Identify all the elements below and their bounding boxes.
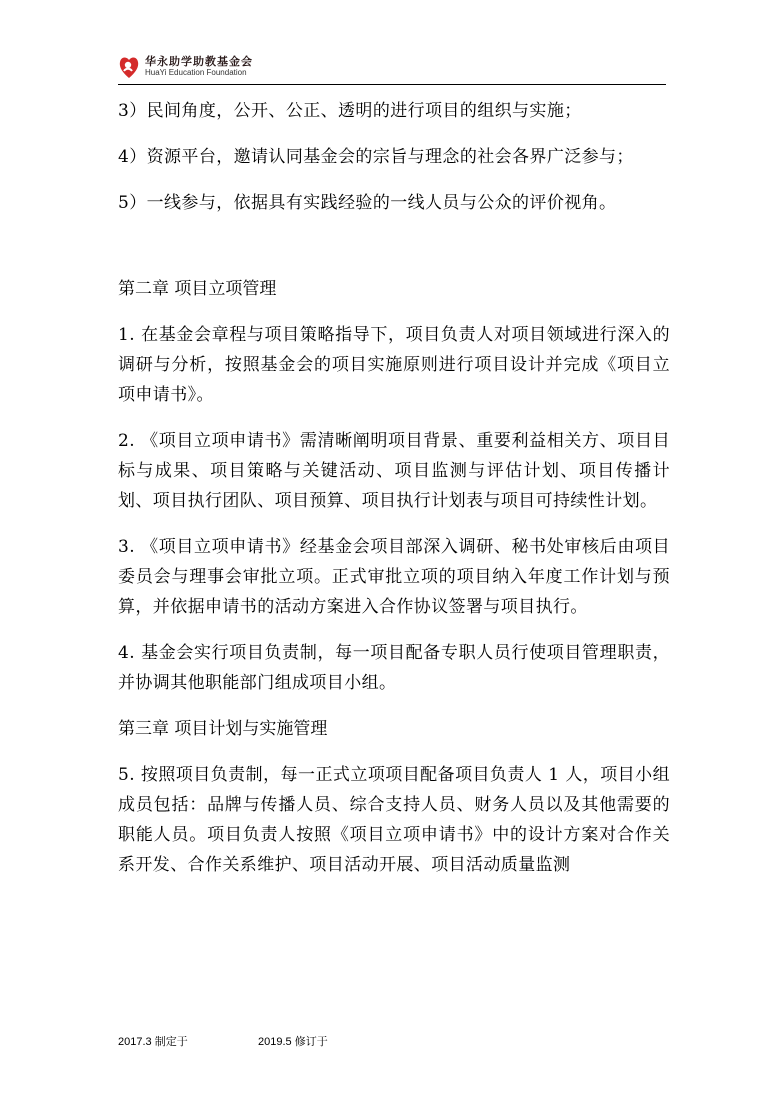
article-5: 5. 按照项目负责制，每一正式立项项目配备项目负责人 1 人，项目小组成员包括：品牌与传播人员、综合支持人员、财务人员以及其他需要的职能人员。项目负责人按照《项目立项申请书》中的设计方案对合作关系开发、合作关系维护、项目活动开展、项目活动质量监测 — [118, 765, 670, 875]
principle-4: 4）资源平台，邀请认同基金会的宗旨与理念的社会各界广泛参与； — [118, 147, 634, 167]
chapter-3-heading: 第三章 项目计划与实施管理 — [118, 719, 328, 739]
article-3: 3. 《项目立项申请书》经基金会项目部深入调研、秘书处审核后由项目委员会与理事会审批立项。正式审批立项的项目纳入年度工作计划与预算，并依据申请书的活动方案进入合作协议签署与项目执行。 — [118, 537, 670, 617]
chapter-2-heading: 第二章 项目立项管理 — [118, 279, 277, 299]
principle-5: 5）一线参与，依据具有实践经验的一线人员与公众的评价视角。 — [118, 193, 617, 213]
footer-created-date: 2017.3 制定于 — [118, 1036, 188, 1048]
heart-hand-icon — [118, 54, 140, 80]
org-name-cn: 华永助学助教基金会 — [145, 55, 253, 68]
document-body — [118, 96, 670, 880]
org-name-en: HuaYi Education Foundation — [145, 68, 247, 77]
article-2: 2. 《项目立项申请书》需清晰阐明项目背景、重要利益相关方、项目目标与成果、项目策略与关键活动、项目监测与评估计划、项目传播计划、项目执行团队、项目预算、项目执行计划表与项目可持续性计划。 — [118, 431, 670, 511]
article-4: 4. 基金会实行项目负责制，每一项目配备专职人员行使项目管理职责，并协调其他职能部门组成项目小组。 — [118, 643, 670, 693]
header-divider — [118, 84, 666, 85]
document-header — [118, 50, 666, 84]
article-1: 1. 在基金会章程与项目策略指导下，项目负责人对项目领域进行深入的调研与分析，按照基金会的项目实施原则进行项目设计并完成《项目立项申请书》。 — [118, 325, 670, 405]
footer-revised-date: 2019.5 修订于 — [258, 1036, 328, 1048]
principle-3: 3）民间角度，公开、公正、透明的进行项目的组织与实施； — [118, 101, 582, 121]
